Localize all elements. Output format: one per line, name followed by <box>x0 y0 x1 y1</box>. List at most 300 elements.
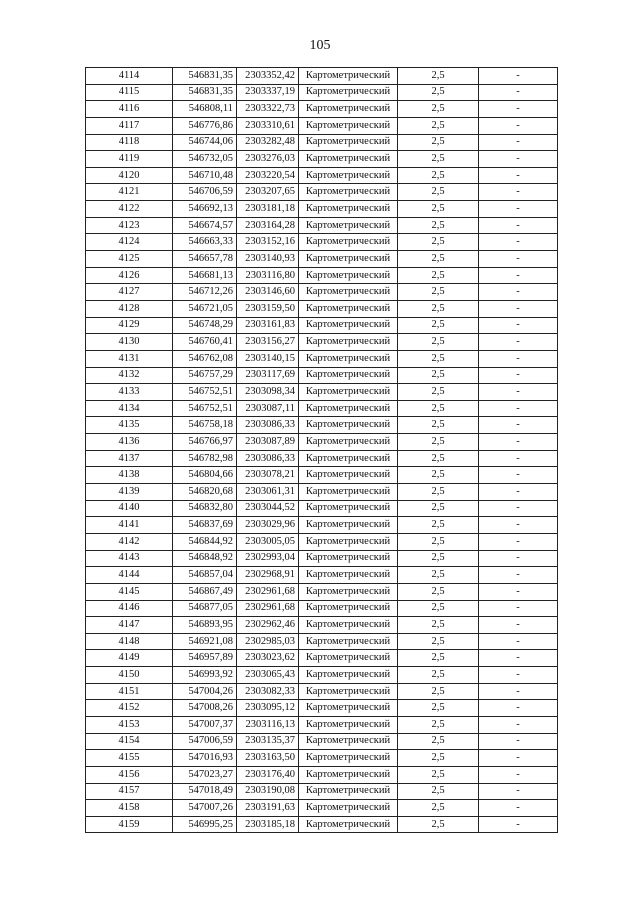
method-cell: Картометрический <box>299 167 398 184</box>
method-cell: Картометрический <box>299 267 398 284</box>
point-number-cell: 4116 <box>86 101 173 118</box>
note-cell: - <box>479 234 558 251</box>
x-coordinate-cell: 546877,05 <box>173 600 237 617</box>
point-number-cell: 4146 <box>86 600 173 617</box>
point-number-cell: 4134 <box>86 400 173 417</box>
accuracy-cell: 2,5 <box>398 467 479 484</box>
method-cell: Картометрический <box>299 300 398 317</box>
x-coordinate-cell: 546748,29 <box>173 317 237 334</box>
x-coordinate-cell: 546757,29 <box>173 367 237 384</box>
note-cell: - <box>479 284 558 301</box>
accuracy-cell: 2,5 <box>398 300 479 317</box>
table-row <box>86 550 558 567</box>
accuracy-cell: 2,5 <box>398 650 479 667</box>
point-number-cell: 4148 <box>86 633 173 650</box>
y-coordinate-cell: 2303087,11 <box>237 400 299 417</box>
x-coordinate-cell: 546921,08 <box>173 633 237 650</box>
x-coordinate-cell: 547006,59 <box>173 733 237 750</box>
accuracy-cell: 2,5 <box>398 350 479 367</box>
x-coordinate-cell: 546893,95 <box>173 617 237 634</box>
accuracy-cell: 2,5 <box>398 434 479 451</box>
accuracy-cell: 2,5 <box>398 450 479 467</box>
y-coordinate-cell: 2303190,08 <box>237 783 299 800</box>
accuracy-cell: 2,5 <box>398 68 479 85</box>
note-cell: - <box>479 167 558 184</box>
x-coordinate-cell: 546831,35 <box>173 84 237 101</box>
point-number-cell: 4143 <box>86 550 173 567</box>
y-coordinate-cell: 2303176,40 <box>237 766 299 783</box>
y-coordinate-cell: 2303116,80 <box>237 267 299 284</box>
x-coordinate-cell: 546706,59 <box>173 184 237 201</box>
y-coordinate-cell: 2303095,12 <box>237 700 299 717</box>
y-coordinate-cell: 2302961,68 <box>237 600 299 617</box>
point-number-cell: 4132 <box>86 367 173 384</box>
accuracy-cell: 2,5 <box>398 234 479 251</box>
x-coordinate-cell: 546721,05 <box>173 300 237 317</box>
point-number-cell: 4155 <box>86 750 173 767</box>
table-row <box>86 617 558 634</box>
x-coordinate-cell: 546993,92 <box>173 667 237 684</box>
y-coordinate-cell: 2303082,33 <box>237 683 299 700</box>
point-number-cell: 4150 <box>86 667 173 684</box>
note-cell: - <box>479 334 558 351</box>
note-cell: - <box>479 567 558 584</box>
method-cell: Картометрический <box>299 251 398 268</box>
table-row <box>86 567 558 584</box>
accuracy-cell: 2,5 <box>398 800 479 817</box>
accuracy-cell: 2,5 <box>398 134 479 151</box>
method-cell: Картометрический <box>299 567 398 584</box>
accuracy-cell: 2,5 <box>398 583 479 600</box>
y-coordinate-cell: 2303181,18 <box>237 201 299 218</box>
y-coordinate-cell: 2303029,96 <box>237 517 299 534</box>
x-coordinate-cell: 546752,51 <box>173 400 237 417</box>
point-number-cell: 4144 <box>86 567 173 584</box>
point-number-cell: 4129 <box>86 317 173 334</box>
method-cell: Картометрический <box>299 450 398 467</box>
method-cell: Картометрический <box>299 766 398 783</box>
method-cell: Картометрический <box>299 434 398 451</box>
table-row <box>86 500 558 517</box>
table-row <box>86 600 558 617</box>
table-row <box>86 201 558 218</box>
x-coordinate-cell: 546831,35 <box>173 68 237 85</box>
method-cell: Картометрический <box>299 101 398 118</box>
accuracy-cell: 2,5 <box>398 733 479 750</box>
accuracy-cell: 2,5 <box>398 201 479 218</box>
accuracy-cell: 2,5 <box>398 567 479 584</box>
y-coordinate-cell: 2303164,28 <box>237 217 299 234</box>
method-cell: Картометрический <box>299 68 398 85</box>
note-cell: - <box>479 766 558 783</box>
method-cell: Картометрический <box>299 716 398 733</box>
method-cell: Картометрический <box>299 633 398 650</box>
method-cell: Картометрический <box>299 117 398 134</box>
coordinates-table <box>85 67 558 833</box>
note-cell: - <box>479 583 558 600</box>
x-coordinate-cell: 546674,57 <box>173 217 237 234</box>
table-row <box>86 334 558 351</box>
note-cell: - <box>479 201 558 218</box>
method-cell: Картометрический <box>299 184 398 201</box>
note-cell: - <box>479 517 558 534</box>
method-cell: Картометрический <box>299 667 398 684</box>
y-coordinate-cell: 2303337,19 <box>237 84 299 101</box>
method-cell: Картометрический <box>299 134 398 151</box>
note-cell: - <box>479 633 558 650</box>
method-cell: Картометрический <box>299 400 398 417</box>
table-row <box>86 300 558 317</box>
accuracy-cell: 2,5 <box>398 683 479 700</box>
point-number-cell: 4128 <box>86 300 173 317</box>
table-row <box>86 650 558 667</box>
table-row <box>86 733 558 750</box>
method-cell: Картометрический <box>299 600 398 617</box>
table-row <box>86 101 558 118</box>
point-number-cell: 4114 <box>86 68 173 85</box>
table-row <box>86 151 558 168</box>
note-cell: - <box>479 683 558 700</box>
x-coordinate-cell: 546663,33 <box>173 234 237 251</box>
method-cell: Картометрический <box>299 683 398 700</box>
point-number-cell: 4147 <box>86 617 173 634</box>
point-number-cell: 4117 <box>86 117 173 134</box>
table-row <box>86 667 558 684</box>
y-coordinate-cell: 2303161,83 <box>237 317 299 334</box>
method-cell: Картометрический <box>299 384 398 401</box>
y-coordinate-cell: 2303191,63 <box>237 800 299 817</box>
y-coordinate-cell: 2302985,03 <box>237 633 299 650</box>
note-cell: - <box>479 68 558 85</box>
note-cell: - <box>479 184 558 201</box>
note-cell: - <box>479 117 558 134</box>
point-number-cell: 4139 <box>86 484 173 501</box>
table-row <box>86 317 558 334</box>
note-cell: - <box>479 434 558 451</box>
table-row <box>86 716 558 733</box>
accuracy-cell: 2,5 <box>398 284 479 301</box>
table-row <box>86 167 558 184</box>
accuracy-cell: 2,5 <box>398 151 479 168</box>
y-coordinate-cell: 2303117,69 <box>237 367 299 384</box>
note-cell: - <box>479 217 558 234</box>
accuracy-cell: 2,5 <box>398 533 479 550</box>
table-row <box>86 434 558 451</box>
point-number-cell: 4124 <box>86 234 173 251</box>
y-coordinate-cell: 2302993,04 <box>237 550 299 567</box>
point-number-cell: 4151 <box>86 683 173 700</box>
table-row <box>86 633 558 650</box>
point-number-cell: 4115 <box>86 84 173 101</box>
method-cell: Картометрический <box>299 417 398 434</box>
method-cell: Картометрический <box>299 517 398 534</box>
x-coordinate-cell: 546848,92 <box>173 550 237 567</box>
point-number-cell: 4119 <box>86 151 173 168</box>
x-coordinate-cell: 546758,18 <box>173 417 237 434</box>
accuracy-cell: 2,5 <box>398 600 479 617</box>
note-cell: - <box>479 650 558 667</box>
method-cell: Картометрический <box>299 816 398 833</box>
note-cell: - <box>479 733 558 750</box>
x-coordinate-cell: 546957,89 <box>173 650 237 667</box>
method-cell: Картометрический <box>299 733 398 750</box>
table-row <box>86 184 558 201</box>
x-coordinate-cell: 547023,27 <box>173 766 237 783</box>
y-coordinate-cell: 2303156,27 <box>237 334 299 351</box>
y-coordinate-cell: 2303140,93 <box>237 251 299 268</box>
x-coordinate-cell: 546867,49 <box>173 583 237 600</box>
x-coordinate-cell: 546712,26 <box>173 284 237 301</box>
note-cell: - <box>479 467 558 484</box>
method-cell: Картометрический <box>299 783 398 800</box>
point-number-cell: 4158 <box>86 800 173 817</box>
y-coordinate-cell: 2303044,52 <box>237 500 299 517</box>
accuracy-cell: 2,5 <box>398 766 479 783</box>
point-number-cell: 4149 <box>86 650 173 667</box>
accuracy-cell: 2,5 <box>398 816 479 833</box>
y-coordinate-cell: 2303152,16 <box>237 234 299 251</box>
table-row <box>86 517 558 534</box>
x-coordinate-cell: 546710,48 <box>173 167 237 184</box>
table-row <box>86 350 558 367</box>
table-row <box>86 284 558 301</box>
y-coordinate-cell: 2303005,05 <box>237 533 299 550</box>
x-coordinate-cell: 546681,13 <box>173 267 237 284</box>
point-number-cell: 4123 <box>86 217 173 234</box>
y-coordinate-cell: 2303282,48 <box>237 134 299 151</box>
note-cell: - <box>479 384 558 401</box>
point-number-cell: 4127 <box>86 284 173 301</box>
x-coordinate-cell: 546760,41 <box>173 334 237 351</box>
note-cell: - <box>479 267 558 284</box>
table-row <box>86 450 558 467</box>
y-coordinate-cell: 2302962,46 <box>237 617 299 634</box>
note-cell: - <box>479 750 558 767</box>
table-row <box>86 700 558 717</box>
accuracy-cell: 2,5 <box>398 550 479 567</box>
point-number-cell: 4130 <box>86 334 173 351</box>
note-cell: - <box>479 500 558 517</box>
x-coordinate-cell: 547007,37 <box>173 716 237 733</box>
y-coordinate-cell: 2303086,33 <box>237 417 299 434</box>
note-cell: - <box>479 101 558 118</box>
x-coordinate-cell: 547008,26 <box>173 700 237 717</box>
x-coordinate-cell: 546692,13 <box>173 201 237 218</box>
y-coordinate-cell: 2303078,21 <box>237 467 299 484</box>
table-row <box>86 484 558 501</box>
x-coordinate-cell: 546832,80 <box>173 500 237 517</box>
table-row <box>86 683 558 700</box>
note-cell: - <box>479 800 558 817</box>
table-row <box>86 533 558 550</box>
note-cell: - <box>479 450 558 467</box>
table-row <box>86 134 558 151</box>
y-coordinate-cell: 2303276,03 <box>237 151 299 168</box>
x-coordinate-cell: 547007,26 <box>173 800 237 817</box>
method-cell: Картометрический <box>299 217 398 234</box>
y-coordinate-cell: 2303159,50 <box>237 300 299 317</box>
x-coordinate-cell: 546782,98 <box>173 450 237 467</box>
accuracy-cell: 2,5 <box>398 167 479 184</box>
table-row <box>86 251 558 268</box>
method-cell: Картометрический <box>299 317 398 334</box>
note-cell: - <box>479 600 558 617</box>
method-cell: Картометрический <box>299 467 398 484</box>
point-number-cell: 4145 <box>86 583 173 600</box>
y-coordinate-cell: 2303087,89 <box>237 434 299 451</box>
y-coordinate-cell: 2303146,60 <box>237 284 299 301</box>
y-coordinate-cell: 2303207,65 <box>237 184 299 201</box>
point-number-cell: 4125 <box>86 251 173 268</box>
x-coordinate-cell: 546837,69 <box>173 517 237 534</box>
accuracy-cell: 2,5 <box>398 384 479 401</box>
x-coordinate-cell: 546766,97 <box>173 434 237 451</box>
x-coordinate-cell: 546844,92 <box>173 533 237 550</box>
y-coordinate-cell: 2303310,61 <box>237 117 299 134</box>
note-cell: - <box>479 251 558 268</box>
table-row <box>86 816 558 833</box>
accuracy-cell: 2,5 <box>398 716 479 733</box>
point-number-cell: 4137 <box>86 450 173 467</box>
accuracy-cell: 2,5 <box>398 217 479 234</box>
x-coordinate-cell: 547016,93 <box>173 750 237 767</box>
x-coordinate-cell: 546804,66 <box>173 467 237 484</box>
table-row <box>86 783 558 800</box>
y-coordinate-cell: 2302968,91 <box>237 567 299 584</box>
x-coordinate-cell: 546808,11 <box>173 101 237 118</box>
table-row <box>86 217 558 234</box>
note-cell: - <box>479 700 558 717</box>
point-number-cell: 4153 <box>86 716 173 733</box>
method-cell: Картометрический <box>299 617 398 634</box>
note-cell: - <box>479 484 558 501</box>
x-coordinate-cell: 547018,49 <box>173 783 237 800</box>
table-row <box>86 367 558 384</box>
method-cell: Картометрический <box>299 367 398 384</box>
table-row <box>86 84 558 101</box>
note-cell: - <box>479 350 558 367</box>
point-number-cell: 4159 <box>86 816 173 833</box>
point-number-cell: 4152 <box>86 700 173 717</box>
point-number-cell: 4135 <box>86 417 173 434</box>
point-number-cell: 4141 <box>86 517 173 534</box>
accuracy-cell: 2,5 <box>398 500 479 517</box>
y-coordinate-cell: 2303086,33 <box>237 450 299 467</box>
table-row <box>86 68 558 85</box>
method-cell: Картометрический <box>299 234 398 251</box>
method-cell: Картометрический <box>299 84 398 101</box>
accuracy-cell: 2,5 <box>398 317 479 334</box>
y-coordinate-cell: 2303116,13 <box>237 716 299 733</box>
accuracy-cell: 2,5 <box>398 484 479 501</box>
note-cell: - <box>479 367 558 384</box>
x-coordinate-cell: 546744,06 <box>173 134 237 151</box>
table-row <box>86 800 558 817</box>
note-cell: - <box>479 550 558 567</box>
x-coordinate-cell: 547004,26 <box>173 683 237 700</box>
point-number-cell: 4142 <box>86 533 173 550</box>
x-coordinate-cell: 546776,86 <box>173 117 237 134</box>
method-cell: Картометрический <box>299 334 398 351</box>
table-row <box>86 583 558 600</box>
table-row <box>86 117 558 134</box>
y-coordinate-cell: 2303098,34 <box>237 384 299 401</box>
method-cell: Картометрический <box>299 700 398 717</box>
point-number-cell: 4122 <box>86 201 173 218</box>
accuracy-cell: 2,5 <box>398 251 479 268</box>
point-number-cell: 4121 <box>86 184 173 201</box>
accuracy-cell: 2,5 <box>398 667 479 684</box>
accuracy-cell: 2,5 <box>398 267 479 284</box>
x-coordinate-cell: 546657,78 <box>173 251 237 268</box>
y-coordinate-cell: 2302961,68 <box>237 583 299 600</box>
x-coordinate-cell: 546857,04 <box>173 567 237 584</box>
accuracy-cell: 2,5 <box>398 367 479 384</box>
accuracy-cell: 2,5 <box>398 117 479 134</box>
y-coordinate-cell: 2303322,73 <box>237 101 299 118</box>
method-cell: Картометрический <box>299 350 398 367</box>
note-cell: - <box>479 134 558 151</box>
x-coordinate-cell: 546995,25 <box>173 816 237 833</box>
x-coordinate-cell: 546752,51 <box>173 384 237 401</box>
accuracy-cell: 2,5 <box>398 783 479 800</box>
x-coordinate-cell: 546820,68 <box>173 484 237 501</box>
method-cell: Картометрический <box>299 484 398 501</box>
point-number-cell: 4131 <box>86 350 173 367</box>
point-number-cell: 4138 <box>86 467 173 484</box>
note-cell: - <box>479 400 558 417</box>
accuracy-cell: 2,5 <box>398 101 479 118</box>
method-cell: Картометрический <box>299 201 398 218</box>
table-row <box>86 750 558 767</box>
note-cell: - <box>479 617 558 634</box>
y-coordinate-cell: 2303135,37 <box>237 733 299 750</box>
accuracy-cell: 2,5 <box>398 750 479 767</box>
table-row <box>86 234 558 251</box>
method-cell: Картометрический <box>299 800 398 817</box>
y-coordinate-cell: 2303352,42 <box>237 68 299 85</box>
point-number-cell: 4136 <box>86 434 173 451</box>
method-cell: Картометрический <box>299 151 398 168</box>
note-cell: - <box>479 151 558 168</box>
table-row <box>86 267 558 284</box>
method-cell: Картометрический <box>299 650 398 667</box>
note-cell: - <box>479 417 558 434</box>
point-number-cell: 4133 <box>86 384 173 401</box>
y-coordinate-cell: 2303065,43 <box>237 667 299 684</box>
method-cell: Картометрический <box>299 750 398 767</box>
note-cell: - <box>479 84 558 101</box>
note-cell: - <box>479 300 558 317</box>
accuracy-cell: 2,5 <box>398 417 479 434</box>
accuracy-cell: 2,5 <box>398 334 479 351</box>
y-coordinate-cell: 2303185,18 <box>237 816 299 833</box>
note-cell: - <box>479 317 558 334</box>
y-coordinate-cell: 2303023,62 <box>237 650 299 667</box>
accuracy-cell: 2,5 <box>398 400 479 417</box>
coordinates-table-body <box>86 68 558 833</box>
note-cell: - <box>479 716 558 733</box>
point-number-cell: 4156 <box>86 766 173 783</box>
accuracy-cell: 2,5 <box>398 517 479 534</box>
x-coordinate-cell: 546762,08 <box>173 350 237 367</box>
point-number-cell: 4140 <box>86 500 173 517</box>
point-number-cell: 4157 <box>86 783 173 800</box>
table-row <box>86 467 558 484</box>
table-row <box>86 400 558 417</box>
point-number-cell: 4120 <box>86 167 173 184</box>
accuracy-cell: 2,5 <box>398 84 479 101</box>
